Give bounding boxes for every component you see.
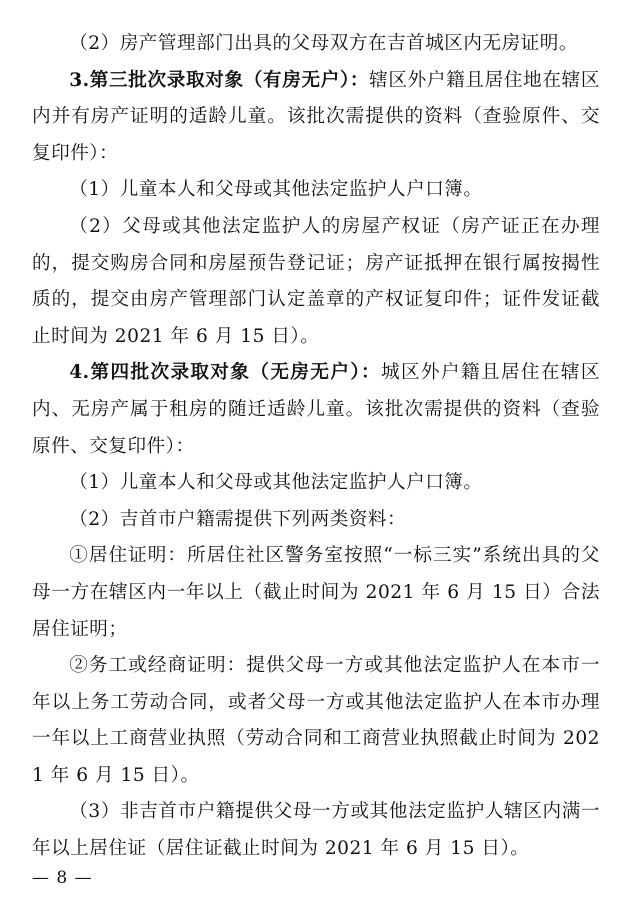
paragraph-text: （3）非吉首市户籍提供父母一方或其他法定监护人辖区内满一年以上居住证（居住证截止时间为 2021 年 6 月 15 日）。 (32, 801, 600, 860)
document-body (32, 26, 600, 868)
batch-3-heading: 3.第三批次录取对象（有房无户）： (69, 69, 370, 91)
paragraph-text: 城区外户籍且居住在辖区内、无房产属于租房的随迁适龄儿童。该批次需提供的资料（查验原件、交复印件）： (32, 362, 600, 457)
paragraph-housing-proof (32, 26, 600, 63)
paragraph-batch-4 (32, 355, 600, 465)
paragraph-text: （2）吉首市户籍需提供下列两类资料： (69, 508, 407, 530)
paragraph-text: （1）儿童本人和父母或其他法定监护人户口簿。 (69, 179, 483, 201)
paragraph-text: ②务工或经商证明：提供父母一方或其他法定监护人在本市一年以上务工劳动合同，或者父母一方或其他法定监护人在本市办理一年以上工商营业执照（劳动合同和工商营业执照截止时间为 2021 年 6 月 15 日）。 (32, 655, 600, 786)
batch-4-heading: 4.第四批次录取对象（无房无户）： (69, 362, 382, 384)
paragraph-batch-4-item-2 (32, 502, 600, 539)
paragraph-batch-3-item-1 (32, 172, 600, 209)
paragraph-text: 辖区外户籍且居住地在辖区内并有房产证明的适龄儿童。该批次需提供的资料（查验原件、交复印件）： (32, 69, 600, 164)
paragraph-batch-3-item-2 (32, 209, 600, 355)
paragraph-text: （2）房产管理部门出具的父母双方在吉首城区内无房证明。 (69, 33, 578, 54)
paragraph-text: ①居住证明：所居住社区警务室按照“一标三实”系统出具的父母一方在辖区内一年以上（截止时间为 2021 年 6 月 15 日）合法居住证明； (32, 545, 600, 640)
paragraph-batch-4-item-1 (32, 465, 600, 502)
paragraph-work-proof (32, 648, 600, 794)
paragraph-text: （1）儿童本人和父母或其他法定监护人户口簿。 (69, 472, 483, 494)
paragraph-residence-proof (32, 538, 600, 648)
paragraph-non-local-item-3 (32, 794, 600, 867)
paragraph-batch-3 (32, 63, 600, 173)
page-number: — 8 — (32, 868, 93, 888)
paragraph-text: （2）父母或其他法定监护人的房屋产权证（房产证正在办理的，提交购房合同和房屋预告登记证；房产证抵押在银行属按揭性质的，提交由房产管理部门认定盖章的产权证复印件；证件发证截止时间为 2021 年 6 月 15 日）。 (32, 215, 600, 347)
